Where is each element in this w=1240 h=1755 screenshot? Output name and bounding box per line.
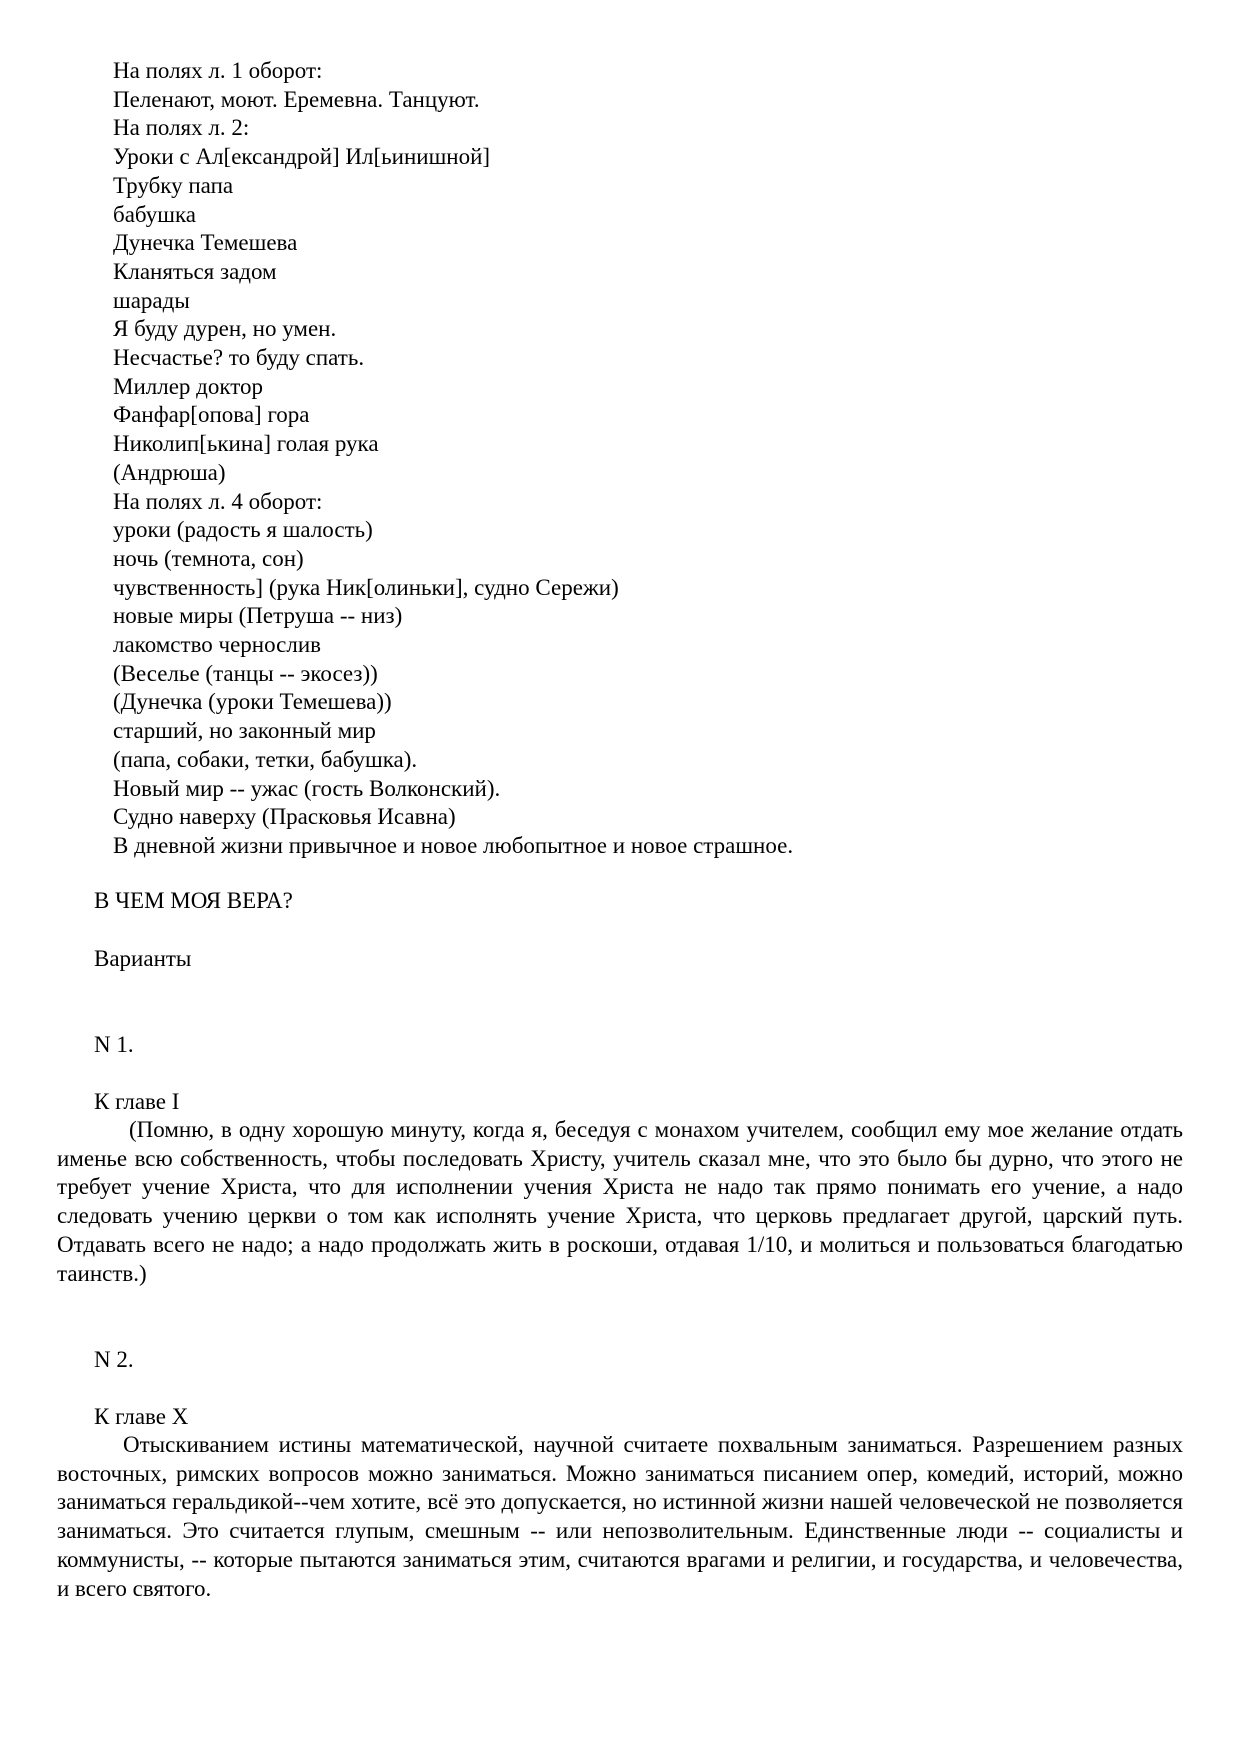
note-line: уроки (радость я шалость) [113,517,373,543]
document-subtitle: Варианты [94,946,192,971]
note-line: (Дунечка (уроки Темешева)) [113,689,392,715]
variant-text-2: Отыскиванием истины математической, научной считаете похвальным заниматься. Разрешением разных восточных, римских вопросов можно заниматься. Можно заниматься писанием опер, комедий, историй, можно заниматься геральдикой--чем хотите, всё это допускается, но истинной жизни нашей человеческой не позволяется заниматься. Это считается глупым, смешным -- или непозволительным. Единственные люди -- социалисты и коммунисты, -- которые пытаются заниматься этим, считаются врагами и религии, и государства, и человечества, и всего святого. [57,1432,1183,1601]
note-line: бабушка [113,201,196,227]
note-line: Трубку папа [113,172,234,198]
note-line: Уроки с Ал[ександрой] Ил[ьинишной] [113,144,491,170]
note-line: Я буду дурен, но умен. [113,316,337,342]
note-line: (Веселье (танцы -- экосез)) [113,660,378,686]
note-line: Пеленают, моют. Еремевна. Танцуют. [113,86,480,112]
chapter-heading-1: К главе I [94,1089,180,1114]
note-line: новые миры (Петруша -- низ) [113,603,403,629]
note-line: (папа, собаки, тетки, бабушка). [113,746,418,772]
note-line: Николип[ькина] голая рука [113,431,379,457]
variant-number-1: N 1. [94,1032,134,1057]
variant-paragraph-1 [57,1116,1183,1288]
note-line: лакомство чернослив [113,632,322,658]
note-line: (Андрюша) [113,459,226,485]
note-line: Миллер доктор [113,373,263,399]
variant-text-1: (Помню, в одну хорошую минуту, когда я, беседуя с монахом учителем, сообщил ему мое желание отдать именье всю собственность, чтобы последовать Христу, учитель сказал мне, что это было бы дурно, что этого не требует учение Христа, что для исполнении учения Христа не надо так прямо понимать его учение, а надо следовать учению церкви о том как исполнять учение Христа, что церковь предлагает другой, царский путь. Отдавать всего не надо; а надо продолжать жить в роскоши, отдавая 1/10, и молиться и пользоваться благодатью таинств.) [57,1117,1183,1286]
note-line: На полях л. 2: [113,115,250,141]
note-line: Судно наверху (Прасковья Исавна) [113,804,456,830]
note-line: Фанфар[опова] гора [113,402,310,428]
note-line: На полях л. 1 оборот: [113,58,323,83]
note-line: В дневной жизни привычное и новое любопытное и новое страшное. [113,832,794,858]
note-line: Новый мир -- ужас (гость Волконский). [113,775,501,801]
document-title: В ЧЕМ МОЯ ВЕРА? [94,888,293,913]
note-line: Дунечка Темешева [113,230,298,256]
note-line: шарады [113,287,190,313]
note-line: Несчастье? то буду спать. [113,345,365,371]
variant-paragraph-2 [57,1431,1183,1603]
note-line: старший, но законный мир [113,718,376,744]
note-line: ночь (темнота, сон) [113,545,304,571]
note-line: чувственность] (рука Ник[олиньки], судно Сережи) [113,574,619,600]
variant-number-2: N 2. [94,1347,134,1372]
note-line: На полях л. 4 оборот: [113,488,323,514]
chapter-heading-2: К главе X [94,1404,189,1429]
margin-notes [113,57,1113,861]
note-line: Кланяться задом [113,258,277,284]
